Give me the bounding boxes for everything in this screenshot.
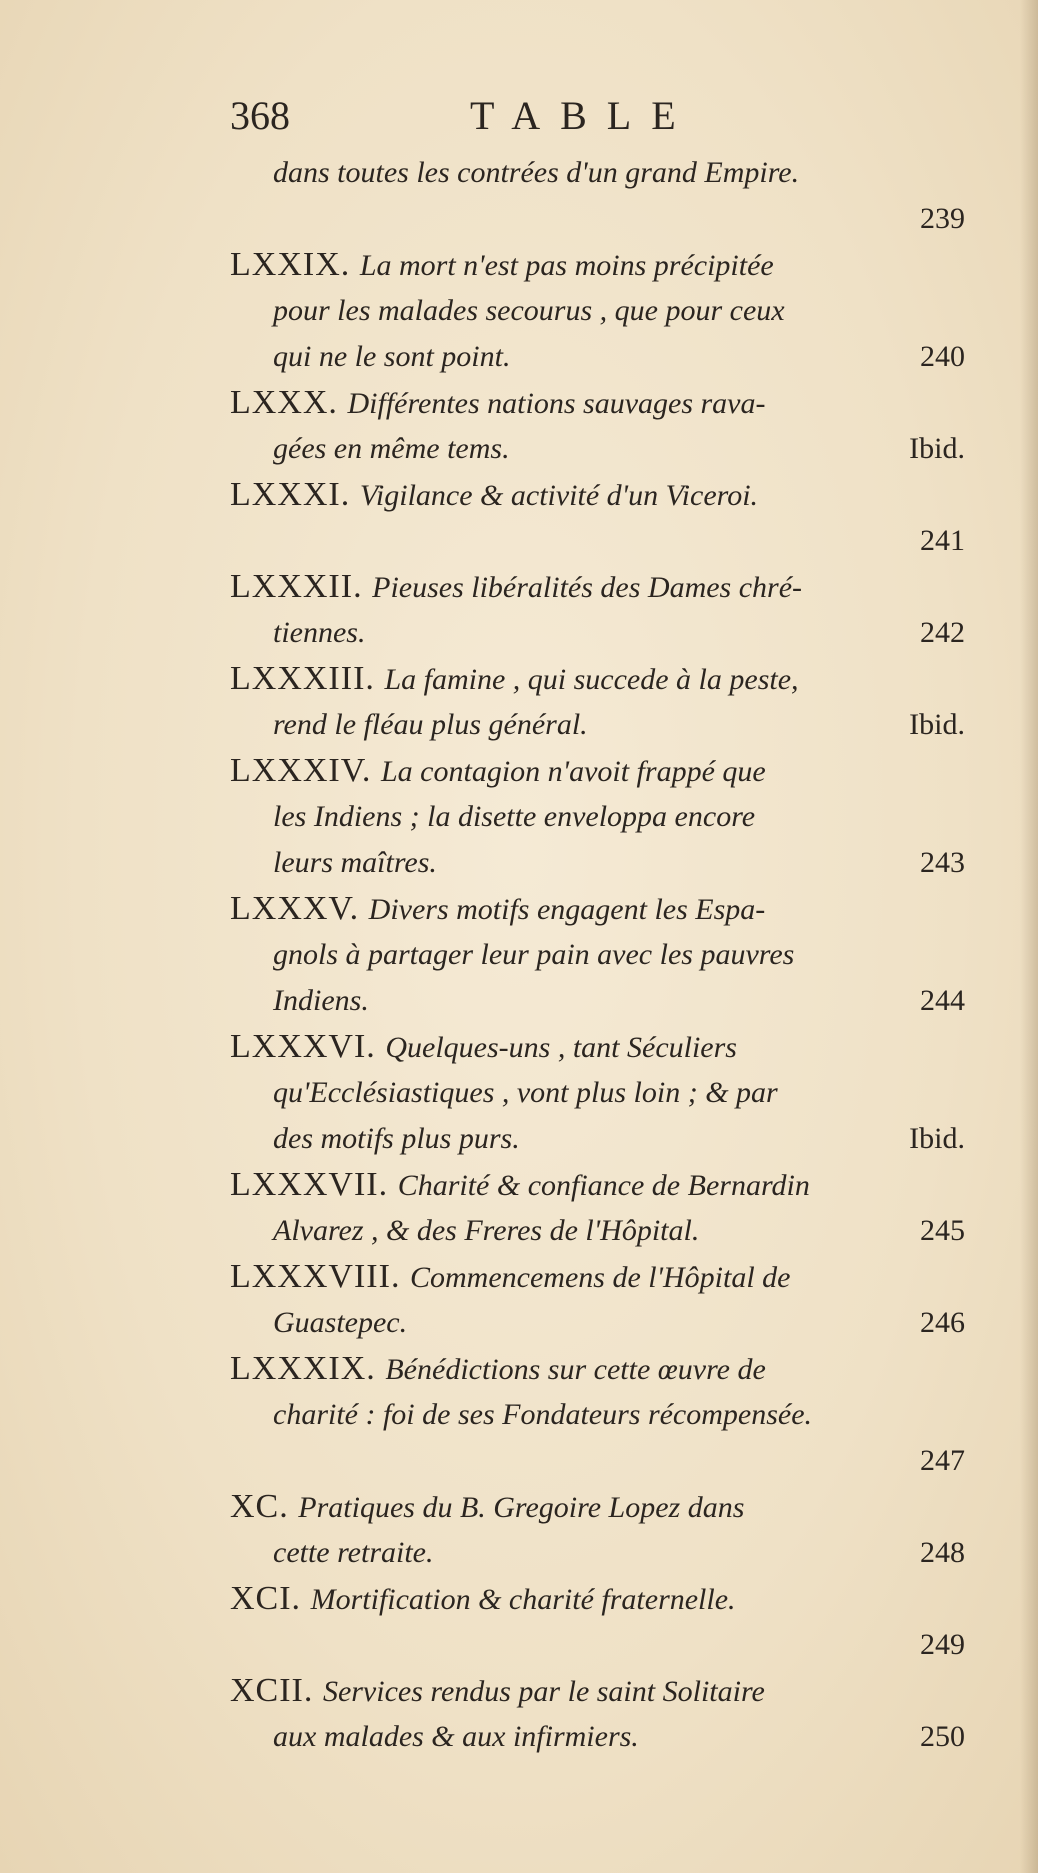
entry-text: Guastepec. bbox=[273, 1306, 408, 1339]
toc-entry bbox=[230, 242, 965, 380]
entry-text: qui ne le sont point. bbox=[273, 340, 511, 373]
entry-numeral: XC. bbox=[230, 1488, 289, 1525]
entry-text: charité : foi de ses Fondateurs récompensée. bbox=[273, 1398, 813, 1431]
entry-text: rend le fléau plus général. bbox=[273, 708, 588, 741]
entry-text: Différentes nations sauvages rava- bbox=[347, 387, 766, 420]
entry-text: pour les malades secourus , que pour ceux bbox=[273, 294, 785, 327]
entry-text: La famine , qui succede à la peste, bbox=[384, 663, 799, 696]
entry-text: La contagion n'avoit frappé que bbox=[380, 755, 766, 788]
entry-text: des motifs plus purs. bbox=[273, 1122, 520, 1155]
toc-entry bbox=[230, 1668, 965, 1760]
entry-text: Pratiques du B. Gregoire Lopez dans bbox=[298, 1491, 745, 1524]
entry-text: La mort n'est pas moins précipitée bbox=[359, 249, 774, 282]
entry-text: Quelques-uns , tant Séculiers bbox=[385, 1031, 737, 1064]
entry-numeral: LXXXII. bbox=[230, 568, 363, 605]
entry-text: tiennes. bbox=[273, 616, 366, 649]
page-ref: 240 bbox=[920, 340, 965, 373]
entry-numeral: LXXXIX. bbox=[230, 1350, 376, 1387]
toc-entry bbox=[230, 1346, 965, 1484]
page-header bbox=[230, 92, 970, 142]
entry-text: gées en même tems. bbox=[273, 432, 510, 465]
page-ref: 249 bbox=[920, 1628, 965, 1661]
toc-entry bbox=[230, 380, 965, 472]
running-title: TABLE bbox=[470, 93, 696, 138]
toc-entry bbox=[230, 1024, 965, 1162]
page-ref: 241 bbox=[920, 524, 965, 557]
entry-numeral: XCI. bbox=[230, 1580, 302, 1617]
entry-numeral: LXXX. bbox=[230, 384, 338, 421]
entry-text: Vigilance & activité d'un Viceroi. bbox=[359, 479, 759, 512]
toc-entry bbox=[230, 472, 965, 564]
entry-text: gnols à partager leur pain avec les pauvres bbox=[273, 938, 795, 971]
entry-text: leurs maîtres. bbox=[273, 846, 437, 879]
entry-text: les Indiens ; la disette enveloppa encore bbox=[273, 800, 756, 833]
toc-entry bbox=[230, 1484, 965, 1576]
entry-text: cette retraite. bbox=[273, 1536, 434, 1569]
entry-numeral: LXXXV. bbox=[230, 890, 360, 927]
page-ref: 248 bbox=[920, 1536, 965, 1569]
toc-entry bbox=[230, 656, 965, 748]
page-ref: 242 bbox=[920, 616, 965, 649]
entry-text: Pieuses libéralités des Dames chré- bbox=[372, 571, 803, 604]
entry-text: Mortification & charité fraternelle. bbox=[310, 1583, 736, 1616]
table-of-contents bbox=[230, 150, 965, 1760]
toc-entry bbox=[230, 748, 965, 886]
toc-entry-continuation bbox=[230, 150, 965, 242]
page-number: 368 bbox=[230, 93, 290, 138]
toc-entry bbox=[230, 886, 965, 1024]
toc-entry bbox=[230, 1162, 965, 1254]
entry-numeral: LXXXVIII. bbox=[230, 1258, 401, 1295]
page-ref: 239 bbox=[920, 202, 965, 235]
page-ref: 247 bbox=[920, 1444, 965, 1477]
entry-numeral: LXXXI. bbox=[230, 476, 351, 513]
page-ref: Ibid. bbox=[909, 1122, 965, 1155]
entry-numeral: LXXXIII. bbox=[230, 660, 375, 697]
entry-text: dans toutes les contrées d'un grand Empire. bbox=[273, 156, 800, 189]
toc-entry bbox=[230, 1254, 965, 1346]
page-ref: 245 bbox=[920, 1214, 965, 1247]
entry-text: qu'Ecclésiastiques , vont plus loin ; & par bbox=[273, 1076, 778, 1109]
entry-text: aux malades & aux infirmiers. bbox=[273, 1720, 639, 1753]
toc-entry bbox=[230, 564, 965, 656]
entry-text: Divers motifs engagent les Espa- bbox=[368, 893, 766, 926]
entry-text: Commencemens de l'Hôpital de bbox=[410, 1261, 791, 1294]
entry-numeral: XCII. bbox=[230, 1672, 314, 1709]
page-ref: 246 bbox=[920, 1306, 965, 1339]
entry-numeral: LXXXVII. bbox=[230, 1166, 389, 1203]
entry-text: Charité & confiance de Bernardin bbox=[397, 1169, 810, 1202]
entry-numeral: LXXXVI. bbox=[230, 1028, 376, 1065]
page-ref: Ibid. bbox=[909, 708, 965, 741]
toc-entry bbox=[230, 1576, 965, 1668]
entry-numeral: LXXIX. bbox=[230, 246, 351, 283]
entry-text: Bénédictions sur cette œuvre de bbox=[385, 1353, 766, 1386]
page-edge-shadow bbox=[1020, 0, 1038, 1873]
page-ref: Ibid. bbox=[909, 432, 965, 465]
entry-text: Services rendus par le saint Solitaire bbox=[322, 1675, 765, 1708]
entry-numeral: LXXXIV. bbox=[230, 752, 372, 789]
page-ref: 243 bbox=[920, 846, 965, 879]
page-ref: 250 bbox=[920, 1720, 965, 1753]
entry-text: Alvarez , & des Freres de l'Hôpital. bbox=[273, 1214, 700, 1247]
entry-text: Indiens. bbox=[273, 984, 369, 1017]
page-ref: 244 bbox=[920, 984, 965, 1017]
